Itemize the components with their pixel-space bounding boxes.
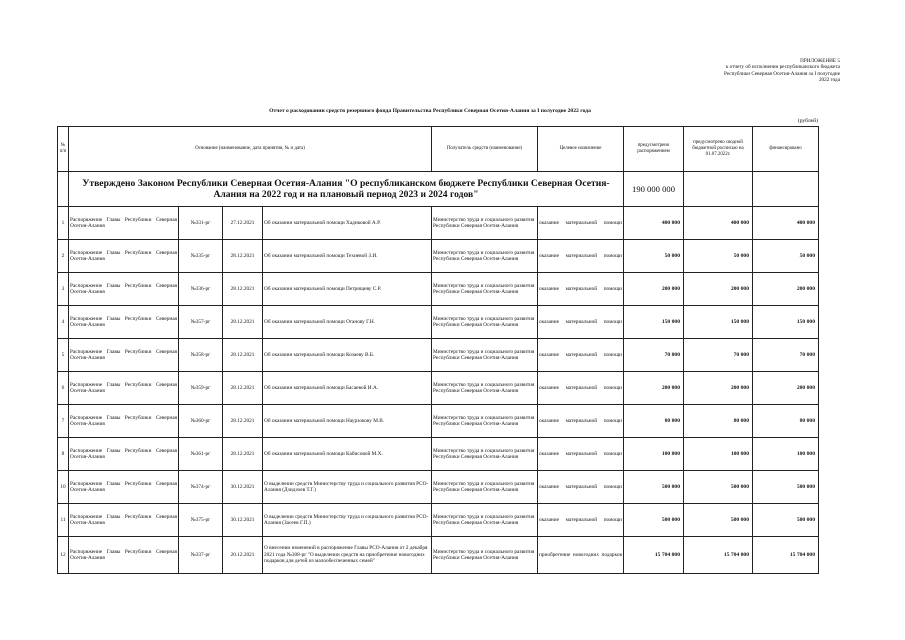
row-planned-amount: 500 000 <box>624 504 684 537</box>
table-row <box>58 372 819 405</box>
row-financed-amount: 500 000 <box>684 504 753 537</box>
row-date: 28.12.2021 <box>223 438 263 471</box>
row-purpose: оказание материальной помощи <box>538 471 624 504</box>
row-num: 1 <box>58 207 69 240</box>
row-subject: О выделении средств Министерству труда и социального развития РСО-Алания (Дзидзоев Т.Г.) <box>263 471 432 504</box>
row-purpose: оказание материальной помощи <box>538 405 624 438</box>
table-row <box>58 273 819 306</box>
row-doc-number: №337-рг <box>179 537 223 574</box>
row-num: 3 <box>58 273 69 306</box>
law-empty-cell <box>753 172 819 207</box>
row-basis: Распоряжение Главы Республики Северная Осетия-Алания <box>69 240 179 273</box>
law-row <box>58 172 819 207</box>
row-financed-amount: 80 000 <box>684 405 753 438</box>
row-purpose: оказание материальной помощи <box>538 240 624 273</box>
row-planned-amount: 200 000 <box>624 372 684 405</box>
row-basis: Распоряжение Главы Республики Северная Осетия-Алания <box>69 405 179 438</box>
row-financed-amount: 15 704 000 <box>684 537 753 574</box>
table-row <box>58 537 819 574</box>
row-actual-amount: 70 000 <box>753 339 819 372</box>
row-doc-number: №359-рг <box>179 372 223 405</box>
row-financed-amount: 400 000 <box>684 207 753 240</box>
row-doc-number: №336-рг <box>179 273 223 306</box>
row-subject: Об оказании материальной помощи Наурзокову М.В. <box>263 405 432 438</box>
row-planned-amount: 200 000 <box>624 273 684 306</box>
row-actual-amount: 80 000 <box>753 405 819 438</box>
row-subject: О выделении средств Министерству труда и социального развития РСО-Алания (Засеев Г.П.) <box>263 504 432 537</box>
document-title: Отчет о расходовании средств резервного фонда Правительства Республики Северная Осетия-Алания за I полугодие 2022 года <box>269 108 591 114</box>
row-num: 4 <box>58 306 69 339</box>
table-body <box>58 172 819 574</box>
row-date: 28.12.2021 <box>223 405 263 438</box>
table-row <box>58 306 819 339</box>
row-recipient: Министерство труда и социального развития Республики Северная Осетия-Алания <box>432 405 538 438</box>
row-actual-amount: 150 000 <box>753 306 819 339</box>
row-actual-amount: 500 000 <box>753 471 819 504</box>
law-empty-cell <box>684 172 753 207</box>
row-recipient: Министерство труда и социального развития Республики Северная Осетия-Алания <box>432 240 538 273</box>
row-purpose: оказание материальной помощи <box>538 372 624 405</box>
row-doc-number: №331-рг <box>179 207 223 240</box>
row-actual-amount: 500 000 <box>753 504 819 537</box>
row-subject: Об оказании материальной помощи Оганову Г.Н. <box>263 306 432 339</box>
appendix-line: 2022 года <box>818 76 840 83</box>
header-purpose: Целевое назначение <box>538 127 624 172</box>
row-subject: Об оказании материальной помощи Петрищеву С.Р. <box>263 273 432 306</box>
row-subject: Об оказании материальной помощи Басаевой И.А. <box>263 372 432 405</box>
row-num: 2 <box>58 240 69 273</box>
unit-label: (рублей) <box>797 118 818 124</box>
header-recipient: Получатель средств (наименование) <box>432 127 538 172</box>
law-total: 190 000 000 <box>624 172 684 207</box>
row-subject: Об оказании материальной помощи Техиевой З.И. <box>263 240 432 273</box>
row-actual-amount: 400 000 <box>753 207 819 240</box>
row-financed-amount: 50 000 <box>684 240 753 273</box>
row-basis: Распоряжение Главы Республики Северная Осетия-Алания <box>69 372 179 405</box>
row-financed-amount: 500 000 <box>684 471 753 504</box>
row-subject: Об оказании материальной помощи Козаеву В.Б. <box>263 339 432 372</box>
row-date: 27.12.2021 <box>223 207 263 240</box>
row-num: 12 <box>58 537 69 574</box>
row-subject: Об оказании материальной помощи Кабисовой М.Х. <box>263 438 432 471</box>
law-num-cell <box>58 172 69 207</box>
row-num: 7 <box>58 405 69 438</box>
appendix-line: ПРИЛОЖЕНИЕ 5 <box>800 58 840 64</box>
table-row <box>58 405 819 438</box>
row-date: 28.12.2021 <box>223 372 263 405</box>
law-text: Утверждено Законом Республики Северная Осетия-Алания "О республиканском бюджете Республики Северная Осетия-Алания на 2022 год и на плановый период 2023 и 2024 годов" <box>69 172 624 207</box>
row-basis: Распоряжение Главы Республики Северная Осетия-Алания <box>69 306 179 339</box>
row-doc-number: №374-рг <box>179 471 223 504</box>
row-actual-amount: 200 000 <box>753 273 819 306</box>
row-planned-amount: 400 000 <box>624 207 684 240</box>
row-actual-amount: 200 000 <box>753 372 819 405</box>
appendix-line: к отчету об исполнении республиканского бюджета <box>725 64 840 71</box>
table-row <box>58 339 819 372</box>
table-row <box>58 438 819 471</box>
header-row <box>58 127 819 172</box>
table-row <box>58 207 819 240</box>
row-basis: Распоряжение Главы Республики Северная Осетия-Алания <box>69 471 179 504</box>
row-recipient: Министерство труда и социального развития Республики Северная Осетия-Алания <box>432 438 538 471</box>
row-financed-amount: 200 000 <box>684 273 753 306</box>
row-date: 20.12.2021 <box>223 537 263 574</box>
row-doc-number: №358-рг <box>179 339 223 372</box>
row-basis: Распоряжение Главы Республики Северная Осетия-Алания <box>69 504 179 537</box>
row-date: 28.12.2021 <box>223 273 263 306</box>
row-financed-amount: 150 000 <box>684 306 753 339</box>
table-row <box>58 471 819 504</box>
appendix-line: Республики Северная Осетия-Алания за I полугодие <box>724 70 840 77</box>
header-basis: Основание (наименование, дата принятия, № и дата) <box>69 127 432 172</box>
row-recipient: Министерство труда и социального развития Республики Северная Осетия-Алания <box>432 471 538 504</box>
row-basis: Распоряжение Главы Республики Северная Осетия-Алания <box>69 339 179 372</box>
row-num: 11 <box>58 504 69 537</box>
row-basis: Распоряжение Главы Республики Северная Осетия-Алания <box>69 537 179 574</box>
row-basis: Распоряжение Главы Республики Северная Осетия-Алания <box>69 207 179 240</box>
row-purpose: приобретение новогодних подарков <box>538 537 624 574</box>
row-num: 6 <box>58 372 69 405</box>
row-planned-amount: 50 000 <box>624 240 684 273</box>
row-purpose: оказание материальной помощи <box>538 207 624 240</box>
row-purpose: оказание материальной помощи <box>538 339 624 372</box>
row-planned-amount: 100 000 <box>624 438 684 471</box>
row-planned-amount: 500 000 <box>624 471 684 504</box>
row-planned-amount: 15 704 000 <box>624 537 684 574</box>
row-basis: Распоряжение Главы Республики Северная Осетия-Алания <box>69 273 179 306</box>
row-planned-amount: 70 000 <box>624 339 684 372</box>
table-row <box>58 240 819 273</box>
row-recipient: Министерство труда и социального развития Республики Северная Осетия-Алания <box>432 372 538 405</box>
row-planned-amount: 80 000 <box>624 405 684 438</box>
row-doc-number: №375-рг <box>179 504 223 537</box>
row-basis: Распоряжение Главы Республики Северная Осетия-Алания <box>69 438 179 471</box>
reserve-fund-table <box>57 126 819 574</box>
row-financed-amount: 70 000 <box>684 339 753 372</box>
row-planned-amount: 150 000 <box>624 306 684 339</box>
row-num: 8 <box>58 438 69 471</box>
row-subject: Об оказании материальной помощи Хадиковой А.Р. <box>263 207 432 240</box>
row-date: 28.12.2021 <box>223 306 263 339</box>
header-num: № п/п <box>58 127 69 172</box>
row-subject: О внесении изменений в распоряжение Главы РСО-Алания от 2 декабря 2021 года №308-рг "О выделении средств на приобретение новогодних подарков для детей из малообеспеченных семей" <box>263 537 432 574</box>
row-recipient: Министерство труда и социального развития Республики Северная Осетия-Алания <box>432 537 538 574</box>
row-financed-amount: 200 000 <box>684 372 753 405</box>
header-actual: финансировано <box>753 127 819 172</box>
row-date: 30.12.2021 <box>223 504 263 537</box>
row-actual-amount: 15 704 000 <box>753 537 819 574</box>
table-row <box>58 504 819 537</box>
row-date: 28.12.2021 <box>223 339 263 372</box>
header-planned: предусмотрено распоряжением <box>624 127 684 172</box>
row-recipient: Министерство труда и социального развития Республики Северная Осетия-Алания <box>432 306 538 339</box>
row-num: 5 <box>58 339 69 372</box>
row-doc-number: №360-рг <box>179 405 223 438</box>
row-recipient: Министерство труда и социального развития Республики Северная Осетия-Алания <box>432 504 538 537</box>
row-purpose: оказание материальной помощи <box>538 504 624 537</box>
row-actual-amount: 50 000 <box>753 240 819 273</box>
row-recipient: Министерство труда и социального развития Республики Северная Осетия-Алания <box>432 339 538 372</box>
header-financed: предусмотрено сводной бюджетной росписью на 01.07.2022г. <box>684 127 753 172</box>
row-actual-amount: 100 000 <box>753 438 819 471</box>
row-recipient: Министерство труда и социального развития Республики Северная Осетия-Алания <box>432 273 538 306</box>
row-purpose: оказание материальной помощи <box>538 273 624 306</box>
row-recipient: Министерство труда и социального развития Республики Северная Осетия-Алания <box>432 207 538 240</box>
row-purpose: оказание материальной помощи <box>538 438 624 471</box>
row-doc-number: №335-рг <box>179 240 223 273</box>
row-date: 28.12.2021 <box>223 240 263 273</box>
row-doc-number: №361-рг <box>179 438 223 471</box>
row-doc-number: №357-рг <box>179 306 223 339</box>
row-date: 30.12.2021 <box>223 471 263 504</box>
appendix-block <box>640 58 840 83</box>
row-financed-amount: 100 000 <box>684 438 753 471</box>
row-purpose: оказание материальной помощи <box>538 306 624 339</box>
row-num: 10 <box>58 471 69 504</box>
